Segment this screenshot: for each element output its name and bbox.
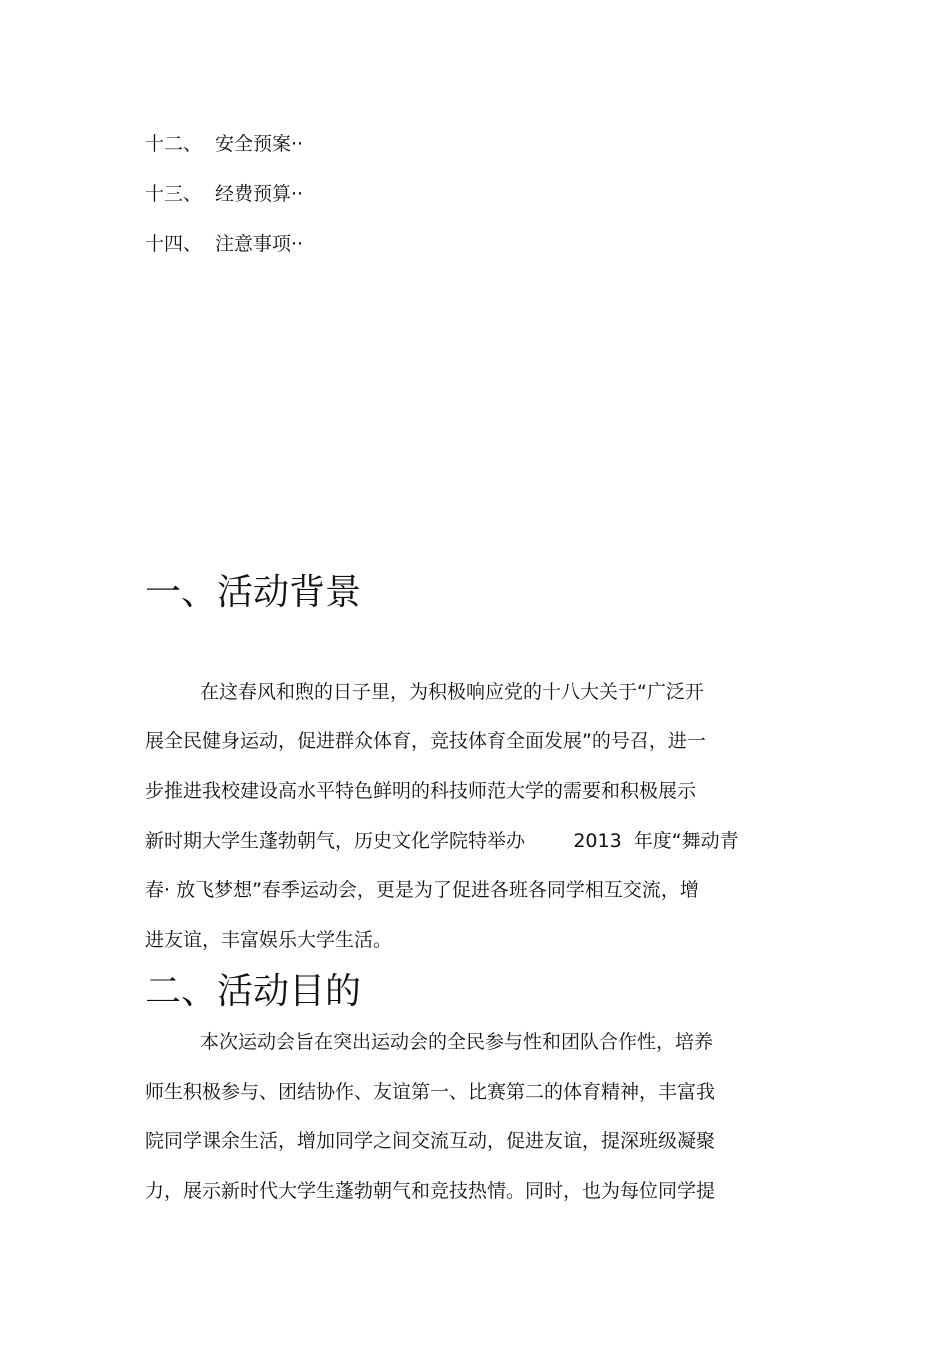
paragraph-line: 进友谊，丰富娱乐大学生活。	[145, 929, 393, 951]
section-heading: 二、活动目的	[145, 971, 362, 1012]
toc-number: 十三、	[145, 183, 203, 205]
toc-text: 注意事项··	[215, 233, 304, 255]
paragraph-line: 步推进我校建设高水平特色鲜明的科技师范大学的需要和积极展示	[145, 780, 697, 802]
paragraph-line: 展全民健身运动，促进群众体育，竞技体育全面发展”的号召，进一	[145, 730, 706, 752]
toc-number: 十四、	[145, 233, 203, 255]
toc-text: 安全预案··	[215, 133, 304, 155]
toc-number: 十二、	[145, 133, 203, 155]
paragraph-line: 师生积极参与、团结协作、友谊第一、比赛第二的体育精神，丰富我	[145, 1081, 716, 1103]
paragraph-line: 在这春风和煦的日子里，为积极响应党的十八大关于“广泛开	[200, 681, 704, 703]
toc-item	[145, 232, 303, 256]
paragraph-line: 院同学课余生活，增加同学之间交流互动，促进友谊，提深班级凝聚	[145, 1130, 716, 1152]
toc-item	[145, 182, 303, 206]
section-heading: 一、活动背景	[145, 572, 362, 613]
paragraph-line: 力，展示新时代大学生蓬勃朝气和竞技热情。同时，也为每位同学提	[145, 1180, 716, 1202]
toc-text: 经费预算··	[215, 183, 304, 205]
paragraph-line: 春· 放飞梦想”春季运动会，更是为了促进各班各同学相互交流，增	[145, 879, 699, 901]
paragraph-line: 本次运动会旨在突出运动会的全民参与性和团队合作性，培养	[200, 1031, 714, 1053]
paragraph-line: 新时期大学生蓬勃朝气，历史文化学院特举办 2013 年度“舞动青	[145, 830, 739, 852]
toc-item	[145, 132, 303, 156]
